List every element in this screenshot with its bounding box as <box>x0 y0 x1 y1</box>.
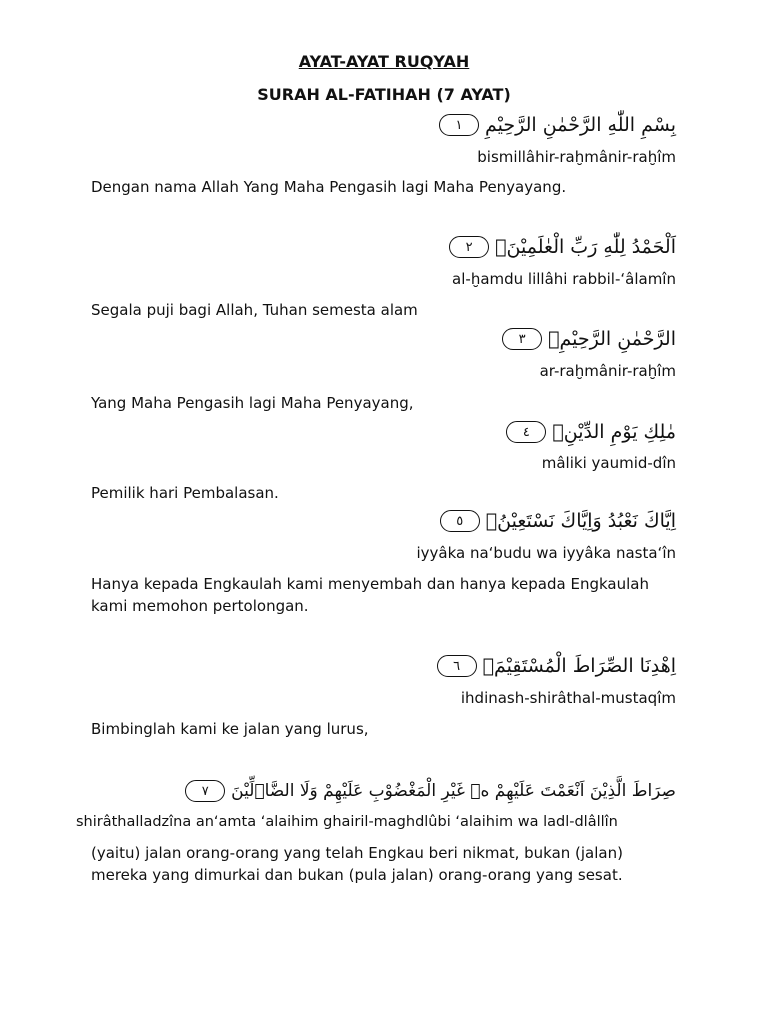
verse-2-transliteration: al-ḫamdu lillâhi rabbil-‘âlamîn <box>452 270 676 288</box>
verse-5-meaning: Hanya kepada Engkaulah kami menyembah dan hanya kepada Engkaulah kami memohon pertolongan. <box>91 575 649 615</box>
verse-arabic-text: بِسْمِ اللّٰهِ الرَّحْمٰنِ الرَّحِيْمِ <box>485 114 676 136</box>
surah-heading: SURAH AL-FATIHAH (7 AYAT) <box>257 85 511 104</box>
ayah-number-marker: ٣ <box>502 328 542 350</box>
verse-arabic-text: الرَّحْمٰنِ الرَّحِيْمِۙ <box>548 328 676 350</box>
verse-7-transliteration: shirâthalladzîna an‘amta ‘alaihim ghairil-maghdlûbi ‘alaihim wa ladl-dlâllîn <box>76 814 618 830</box>
verse-6-meaning: Bimbinglah kami ke jalan yang lurus, <box>91 720 369 738</box>
verse-4-meaning: Pemilik hari Pembalasan. <box>91 484 279 502</box>
verse-arabic-text: اِهْدِنَا الصِّرَاطَ الْمُسْتَقِيْمَۙ <box>482 655 676 677</box>
verse-3-arabic <box>502 328 676 350</box>
verse-5-arabic <box>440 510 676 532</box>
verse-4-arabic <box>506 421 676 443</box>
verse-2-arabic <box>449 236 676 258</box>
ayah-number-marker: ٤ <box>506 421 546 443</box>
verse-arabic-text: اِيَّاكَ نَعْبُدُ وَاِيَّاكَ نَسْتَعِيْنُۗ <box>485 510 676 532</box>
ayah-number-marker: ٧ <box>185 780 225 802</box>
ayah-number-marker: ٦ <box>437 655 477 677</box>
verse-5-transliteration: iyyâka na‘budu wa iyyâka nasta‘în <box>416 544 676 562</box>
verse-7-arabic <box>185 780 676 802</box>
ayah-number-marker: ٢ <box>449 236 489 258</box>
verse-1-arabic <box>439 114 676 136</box>
verse-2-meaning: Segala puji bagi Allah, Tuhan semesta alam <box>91 301 418 319</box>
verse-7-meaning: (yaitu) jalan orang-orang yang telah Engkau beri nikmat, bukan (jalan) mereka yang dimurkai dan bukan (pula jalan) orang-orang yang sesat. <box>91 844 623 884</box>
verse-arabic-text: مٰلِكِ يَوْمِ الدِّيْنِۗ <box>552 421 676 443</box>
verse-1-meaning: Dengan nama Allah Yang Maha Pengasih lagi Maha Penyayang. <box>91 178 567 196</box>
verse-1-transliteration: bismillâhir-raḫmânir-raḫîm <box>477 148 676 166</box>
ayah-number-marker: ٥ <box>440 510 480 532</box>
verse-arabic-text: اَلْحَمْدُ لِلّٰهِ رَبِّ الْعٰلَمِيْنَۙ <box>495 236 676 258</box>
verse-arabic-text: صِرَاطَ الَّذِيْنَ اَنْعَمْتَ عَلَيْهِمْ ەۙ غَيْرِ الْمَغْضُوْبِ عَلَيْهِمْ وَلَا الضَّاۤلِّيْنَ <box>231 781 676 801</box>
verse-4-transliteration: mâliki yaumid-dîn <box>541 454 676 472</box>
document-title: AYAT-AYAT RUQYAH <box>298 52 470 71</box>
verse-6-arabic <box>437 655 676 677</box>
verse-3-transliteration: ar-raḫmânir-raḫîm <box>539 362 676 380</box>
verse-3-meaning: Yang Maha Pengasih lagi Maha Penyayang, <box>91 394 414 412</box>
ayah-number-marker: ١ <box>439 114 479 136</box>
verse-6-transliteration: ihdinash-shirâthal-mustaqîm <box>460 689 676 707</box>
